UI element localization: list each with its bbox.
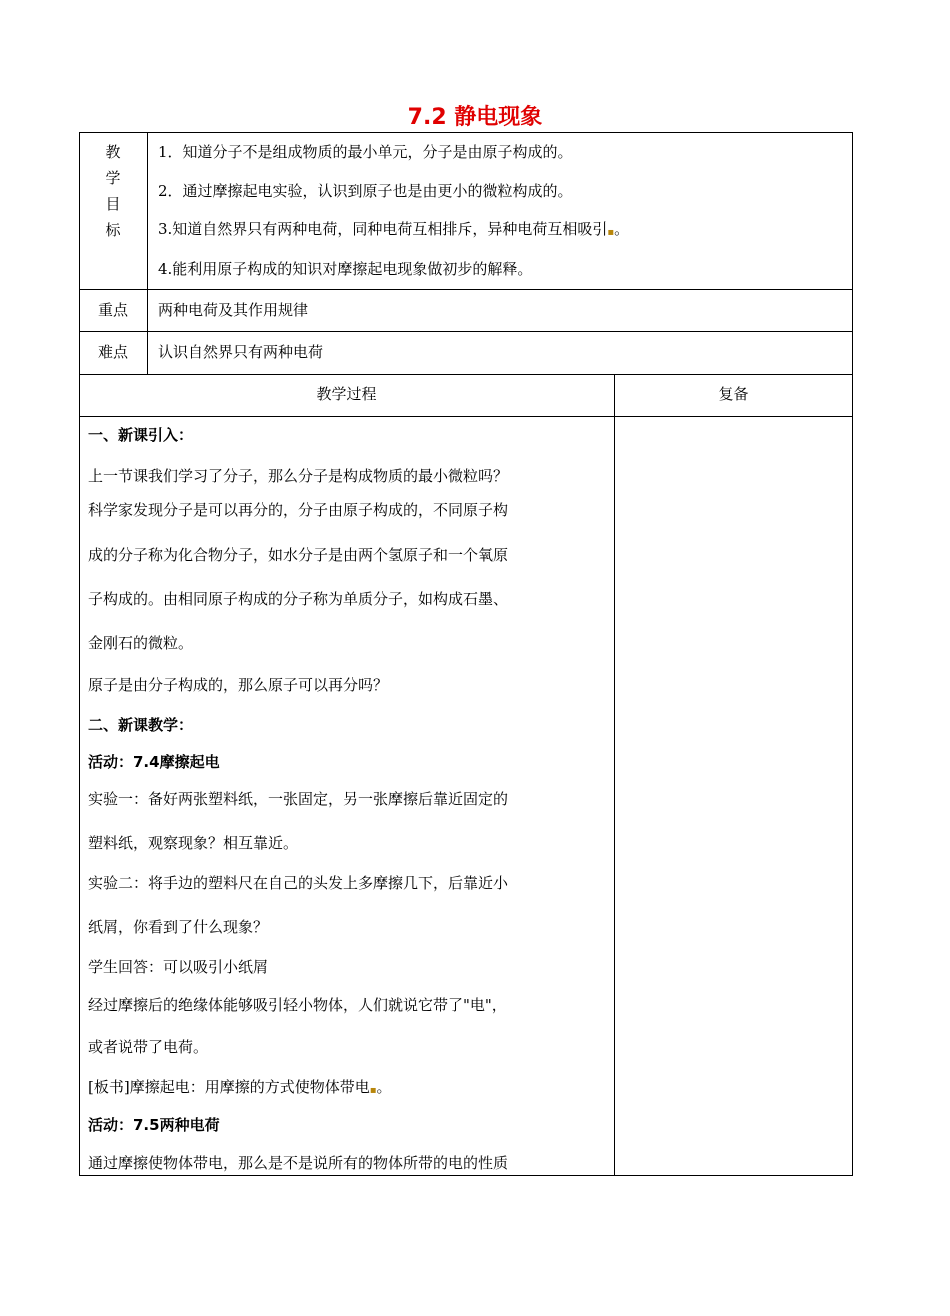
row-divider	[79, 331, 853, 332]
objectives-label	[79, 139, 147, 243]
section-heading: 一、新课引入：	[88, 426, 194, 444]
key-point-text: 两种电荷及其作用规律	[158, 301, 309, 319]
objective-item: 2．通过摩擦起电实验，认识到原子也是由更小的微粒构成的。	[158, 182, 573, 200]
objective-item: 4.能利用原子构成的知识对摩擦起电现象做初步的解释。	[158, 260, 533, 278]
objectives-label-char: 标	[105, 221, 121, 239]
margin-mark: ▪	[607, 227, 615, 238]
objectives-label-char: 目	[105, 195, 121, 213]
label-column-divider	[147, 132, 148, 374]
activity-heading: 活动：7.5两种电荷	[88, 1116, 220, 1134]
notes-column-divider	[614, 374, 615, 1176]
body-line: 通过摩擦使物体带电，那么是不是说所有的物体所带的电的性质	[88, 1154, 509, 1172]
objective-item: 1．知道分子不是组成物质的最小单元，分子是由原子构成的。	[158, 143, 573, 161]
body-line: 经过摩擦后的绝缘体能够吸引轻小物体，人们就说它带了"电"，	[88, 996, 507, 1014]
board-note-tail: 。	[376, 1078, 392, 1096]
row-divider	[79, 374, 853, 375]
body-line: 科学家发现分子是可以再分的，分子由原子构成的，不同原子构	[88, 501, 509, 519]
objectives-label-char: 学	[105, 169, 121, 187]
key-point-label: 重点	[97, 301, 128, 319]
activity-heading: 活动：7.4摩擦起电	[88, 753, 220, 771]
objectives-label-char: 教	[105, 143, 121, 161]
body-line: 实验二：将手边的塑料尺在自己的头发上多摩擦几下，后靠近小	[88, 874, 509, 892]
difficulty-label: 难点	[97, 343, 128, 361]
page-title: 7.2 静电现象	[407, 105, 543, 130]
body-line: 成的分子称为化合物分子，如水分子是由两个氢原子和一个氧原	[88, 546, 509, 564]
body-line: 纸屑，你看到了什么现象？	[88, 918, 269, 936]
body-line: 或者说带了电荷。	[88, 1038, 209, 1056]
row-divider	[79, 289, 853, 290]
body-line: 学生回答：可以吸引小纸屑	[88, 958, 269, 976]
body-line: 金刚石的微粒。	[88, 634, 194, 652]
notes-header: 复备	[718, 385, 749, 403]
body-line: 实验一：备好两张塑料纸，一张固定，另一张摩擦后靠近固定的	[88, 790, 509, 808]
body-line: 上一节课我们学习了分子，那么分子是构成物质的最小微粒吗？	[88, 467, 509, 485]
difficulty-text: 认识自然界只有两种电荷	[158, 343, 324, 361]
section-heading: 二、新课教学：	[88, 716, 194, 734]
objective-item-text: 3.知道自然界只有两种电荷，同种电荷互相排斥，异种电荷互相吸引	[158, 220, 608, 238]
objective-item	[158, 218, 629, 239]
objective-item-tail: 。	[614, 220, 630, 238]
process-header: 教学过程	[316, 385, 377, 403]
body-line: 塑料纸，观察现象？相互靠近。	[88, 834, 299, 852]
body-line: 原子是由分子构成的，那么原子可以再分吗？	[88, 676, 389, 694]
margin-mark: ▪	[369, 1085, 377, 1096]
body-line: 子构成的。由相同原子构成的分子称为单质分子，如构成石墨、	[88, 590, 509, 608]
board-note: [板书]摩擦起电：用摩擦的方式使物体带电	[88, 1078, 370, 1096]
